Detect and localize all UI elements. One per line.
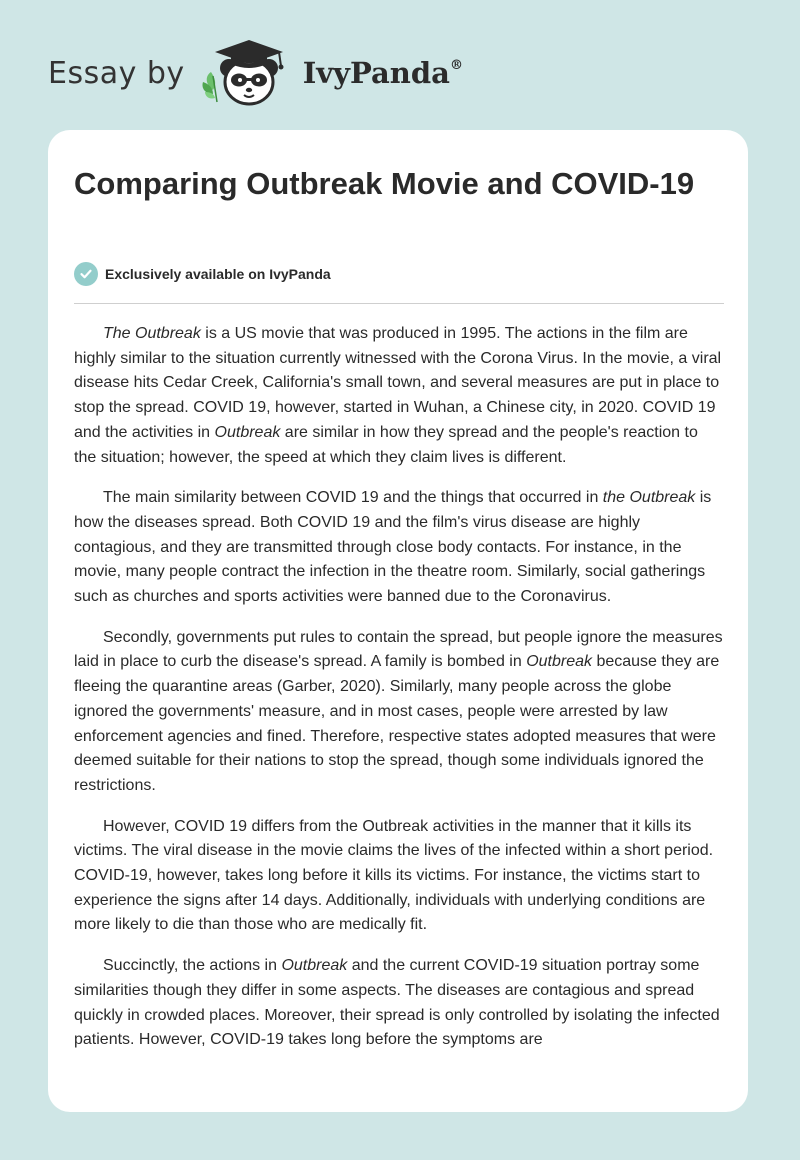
text-run: Secondly, governments put rules to contain the spread, but people ignore the measures laid in place to curb the disease's spread. A family is bombed in [74,628,723,671]
paragraph [74,815,724,939]
paragraph [74,626,724,799]
text-run: The Outbreak [103,325,201,342]
essay-body [74,322,724,1069]
text-run: and the current COVID-19 situation portray some similarities though they differ in some aspects. The diseases are contagious and spread quickly in crowded places. Moreover, their spread is only controlled by isolating the infected patients. However, COVID-19 takes long before the symptoms are [74,957,720,1049]
panda-graduation-cap-icon[interactable] [199,36,299,110]
site-header [48,36,463,110]
paragraph [74,486,724,610]
exclusive-badge-label: Exclusively available on IvyPanda [105,266,331,282]
text-run: Succinctly, the actions in [103,957,282,975]
brand-name[interactable] [303,56,463,90]
essay-title: Comparing Outbreak Movie and COVID-19 [74,166,695,201]
paragraph [74,322,724,470]
text-run: is how the diseases spread. Both COVID 19 and the film's virus disease are highly contagious, and they are transmitted through close body contacts. For instance, in the movie, many people contract the infection in the theatre room. Similarly, social gatherings such as churches and sports activities were banned due to the Coronavirus. [74,489,712,606]
brand-label: IvyPanda [302,56,450,90]
registered-mark: ® [449,58,463,73]
essay-by-label: Essay by [48,55,185,91]
text-run: is a US movie that was produced in 1995. The actions in the film are highly similar to the situation currently witnessed with the Corona Virus. In the movie, a viral disease hits Cedar Creek, California's small town, and several measures are put in place to stop the spread. COVID 19, however, started in Wuhan, a Chinese city, in 2020. COVID 19 and the activities in [74,325,722,441]
text-run: Outbreak [281,957,348,975]
exclusive-badge [74,262,331,286]
text-run: Outbreak [526,653,593,671]
text-run: because they are fleeing the quarantine areas (Garber, 2020). Similarly, many people across the globe ignored the governments' measure, and in most cases, people were arrested by law enforcement agencies and fined. Therefore, respective states adopted measures that were deemed suitable for their nations to stop the spread, though some individuals ignored the restrictions. [74,653,720,794]
text-run: Outbreak [214,423,281,441]
essay-card [48,130,748,1112]
title-divider [74,303,724,304]
check-icon [74,262,98,286]
paragraph [74,954,724,1053]
text-run: the Outbreak [602,489,696,507]
text-run: The main similarity between COVID 19 and the things that occurred in [103,489,603,507]
text-run: are similar in how they spread and the people's reaction to the situation; however, the speed at which they claim lives is different. [74,423,698,466]
text-run: However, COVID 19 differs from the Outbreak activities in the manner that it kills its victims. The viral disease in the movie claims the lives of the infected within a short period. COVID-19, however, takes long before it kills its victims. For instance, the victims start to experience the signs after 14 days. Additionally, individuals with underlying conditions are more likely to die than those who are medically fit. [74,817,714,934]
